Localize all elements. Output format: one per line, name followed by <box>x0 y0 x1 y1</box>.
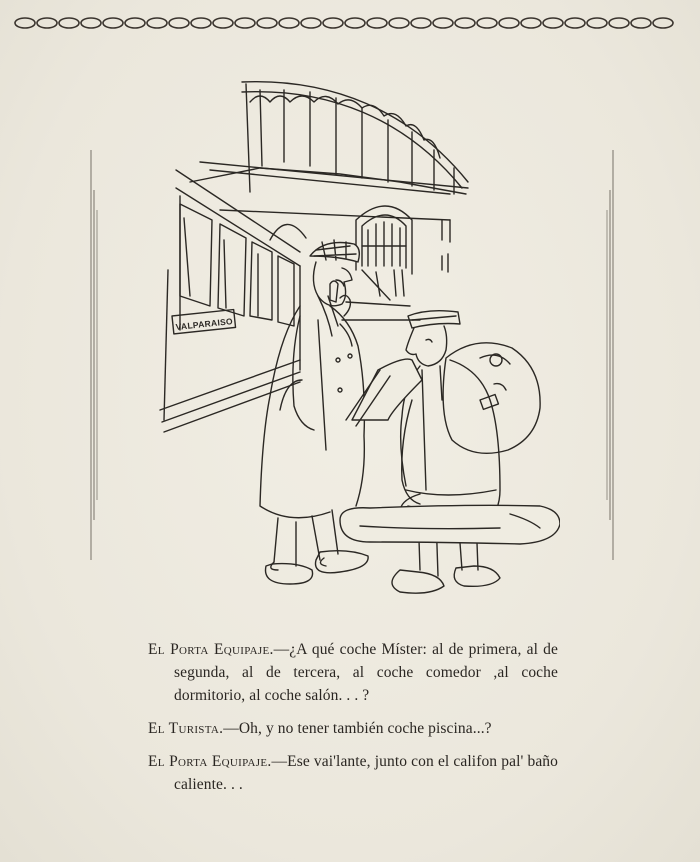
porter-figure <box>340 311 560 593</box>
chain-link <box>631 18 651 28</box>
chain-link <box>565 18 585 28</box>
chain-link <box>389 18 409 28</box>
chain-link <box>125 18 145 28</box>
speaker-name: El Porta Equipaje. <box>148 641 274 658</box>
chain-link <box>543 18 563 28</box>
dialogue-line-text: —Ese vai'lante, junto con el califon pal' baño caliente. . . <box>174 753 558 793</box>
chain-link <box>81 18 101 28</box>
chain-link <box>609 18 629 28</box>
chain-link <box>433 18 453 28</box>
chain-link <box>455 18 475 28</box>
chain-link <box>411 18 431 28</box>
train-carriage <box>160 170 300 432</box>
chain-link <box>169 18 189 28</box>
right-side-rule <box>604 150 616 560</box>
chain-link <box>235 18 255 28</box>
dialogue-line-porter-1 <box>148 638 558 707</box>
dialogue-line-text: —Oh, y no tener también coche piscina...? <box>223 720 492 737</box>
cartoon-illustration <box>150 70 560 610</box>
chain-border-ornament <box>14 15 686 31</box>
chain-link <box>15 18 35 28</box>
chain-link <box>345 18 365 28</box>
dialogue-line-tourist <box>148 717 558 740</box>
chain-link <box>367 18 387 28</box>
chain-link <box>499 18 519 28</box>
chain-link <box>521 18 541 28</box>
chain-link <box>323 18 343 28</box>
chain-link <box>477 18 497 28</box>
chain-link <box>653 18 673 28</box>
chain-link <box>59 18 79 28</box>
train-sign: VALPARAISO <box>175 316 234 332</box>
speaker-name: El Turista. <box>148 720 224 737</box>
chain-link <box>279 18 299 28</box>
station-roof <box>190 82 468 220</box>
dialogue-line-text: —¿A qué coche Míster: al de primera, al de segunda, al de tercera, al coche comedor ,al coche dormitorio, al coche salón. . . ? <box>174 641 558 704</box>
left-side-rule <box>88 150 100 560</box>
chain-link <box>191 18 211 28</box>
chain-link <box>301 18 321 28</box>
chain-link <box>103 18 123 28</box>
chain-link <box>213 18 233 28</box>
speaker-name: El Porta Equipaje. <box>148 753 272 770</box>
dialogue-text <box>148 638 558 806</box>
dialogue-line-porter-2 <box>148 750 558 796</box>
chain-link <box>257 18 277 28</box>
chain-link <box>37 18 57 28</box>
chain-link <box>587 18 607 28</box>
chain-link <box>147 18 167 28</box>
